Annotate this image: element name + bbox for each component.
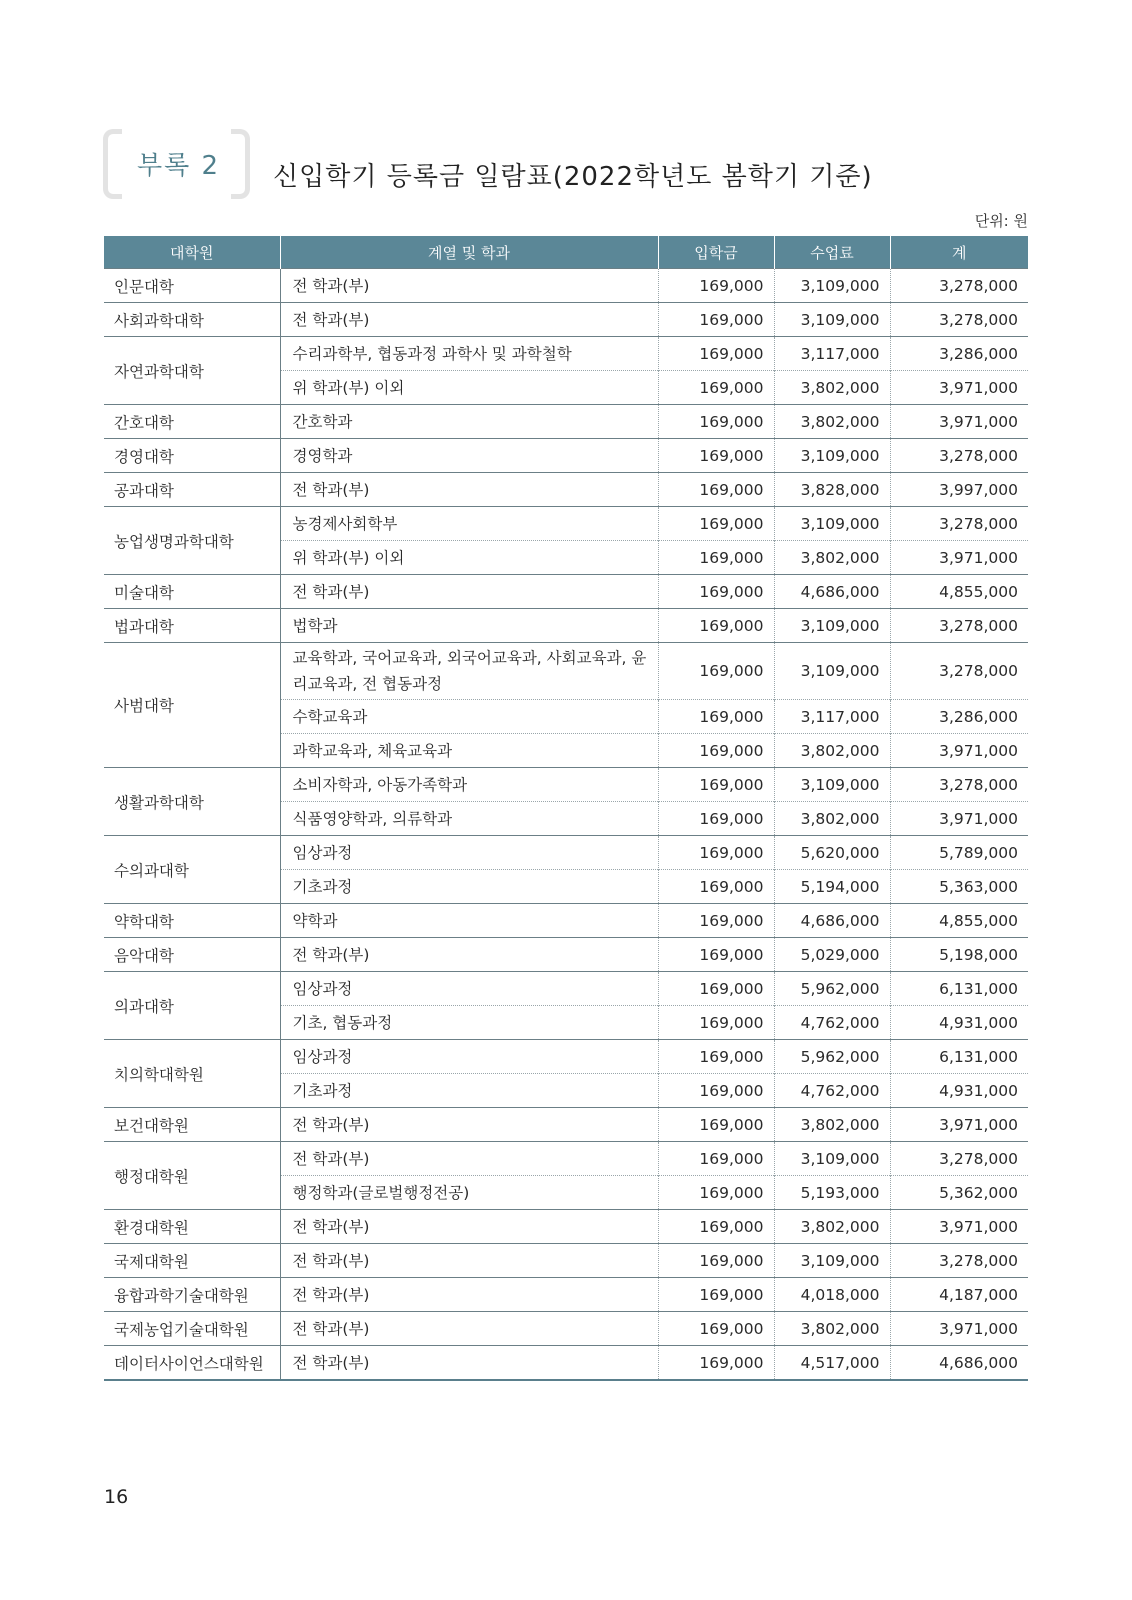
table-row — [104, 1210, 1028, 1244]
department-cell: 경영학과 — [280, 439, 658, 473]
admission-fee-cell: 169,000 — [658, 904, 774, 938]
total-cell: 3,971,000 — [890, 734, 1028, 768]
admission-fee-cell: 169,000 — [658, 1006, 774, 1040]
table-row — [104, 1142, 1028, 1176]
total-cell: 3,278,000 — [890, 768, 1028, 802]
total-cell: 4,187,000 — [890, 1278, 1028, 1312]
tuition-cell: 3,109,000 — [774, 1142, 890, 1176]
college-cell: 음악대학 — [104, 938, 280, 972]
department-cell: 위 학과(부) 이외 — [280, 541, 658, 575]
total-cell: 3,278,000 — [890, 507, 1028, 541]
total-cell: 3,278,000 — [890, 1244, 1028, 1278]
total-cell: 3,278,000 — [890, 643, 1028, 700]
heading-bracket-right — [231, 129, 250, 199]
total-cell: 3,278,000 — [890, 269, 1028, 303]
total-cell: 5,198,000 — [890, 938, 1028, 972]
tuition-cell: 5,194,000 — [774, 870, 890, 904]
department-cell: 농경제사회학부 — [280, 507, 658, 541]
total-cell: 3,971,000 — [890, 1108, 1028, 1142]
total-cell: 3,278,000 — [890, 609, 1028, 643]
college-cell: 공과대학 — [104, 473, 280, 507]
tuition-cell: 3,117,000 — [774, 700, 890, 734]
college-cell: 환경대학원 — [104, 1210, 280, 1244]
admission-fee-cell: 169,000 — [658, 700, 774, 734]
tuition-cell: 5,962,000 — [774, 972, 890, 1006]
admission-fee-cell: 169,000 — [658, 1244, 774, 1278]
department-cell: 임상과정 — [280, 972, 658, 1006]
department-cell: 전 학과(부) — [280, 1278, 658, 1312]
tuition-cell: 3,802,000 — [774, 802, 890, 836]
table-row — [104, 836, 1028, 870]
admission-fee-cell: 169,000 — [658, 303, 774, 337]
tuition-cell: 3,109,000 — [774, 439, 890, 473]
department-cell: 임상과정 — [280, 836, 658, 870]
page-number: 16 — [104, 1486, 129, 1508]
tuition-cell: 3,109,000 — [774, 1244, 890, 1278]
admission-fee-cell: 169,000 — [658, 1278, 774, 1312]
college-cell: 간호대학 — [104, 405, 280, 439]
college-cell: 경영대학 — [104, 439, 280, 473]
total-cell: 3,286,000 — [890, 700, 1028, 734]
tuition-table — [104, 236, 1028, 1381]
total-cell: 3,971,000 — [890, 405, 1028, 439]
header-college: 대학원 — [104, 236, 280, 269]
tuition-cell: 4,686,000 — [774, 904, 890, 938]
admission-fee-cell: 169,000 — [658, 1176, 774, 1210]
department-cell: 식품영양학과, 의류학과 — [280, 802, 658, 836]
total-cell: 3,971,000 — [890, 1210, 1028, 1244]
department-cell: 전 학과(부) — [280, 473, 658, 507]
table-row — [104, 1244, 1028, 1278]
total-cell: 3,971,000 — [890, 371, 1028, 405]
department-cell: 기초, 협동과정 — [280, 1006, 658, 1040]
admission-fee-cell: 169,000 — [658, 1108, 774, 1142]
tuition-cell: 4,018,000 — [774, 1278, 890, 1312]
table-row — [104, 269, 1028, 303]
department-cell: 전 학과(부) — [280, 269, 658, 303]
total-cell: 5,789,000 — [890, 836, 1028, 870]
total-cell: 5,363,000 — [890, 870, 1028, 904]
tuition-cell: 4,517,000 — [774, 1346, 890, 1381]
department-cell: 전 학과(부) — [280, 1210, 658, 1244]
college-cell: 법과대학 — [104, 609, 280, 643]
admission-fee-cell: 169,000 — [658, 734, 774, 768]
tuition-cell: 3,109,000 — [774, 303, 890, 337]
table-row — [104, 1108, 1028, 1142]
tuition-cell: 4,762,000 — [774, 1074, 890, 1108]
table-row — [104, 575, 1028, 609]
total-cell: 5,362,000 — [890, 1176, 1028, 1210]
unit-label: 단위: 원 — [974, 212, 1028, 230]
admission-fee-cell: 169,000 — [658, 269, 774, 303]
department-cell: 전 학과(부) — [280, 1312, 658, 1346]
department-cell: 약학과 — [280, 904, 658, 938]
college-cell: 수의과대학 — [104, 836, 280, 904]
department-cell: 전 학과(부) — [280, 1142, 658, 1176]
college-cell: 인문대학 — [104, 269, 280, 303]
admission-fee-cell: 169,000 — [658, 371, 774, 405]
admission-fee-cell: 169,000 — [658, 768, 774, 802]
college-cell: 자연과학대학 — [104, 337, 280, 405]
department-cell: 소비자학과, 아동가족학과 — [280, 768, 658, 802]
tuition-cell: 3,802,000 — [774, 734, 890, 768]
total-cell: 4,855,000 — [890, 575, 1028, 609]
department-cell: 과학교육과, 체육교육과 — [280, 734, 658, 768]
tuition-cell: 3,109,000 — [774, 643, 890, 700]
appendix-label: 부록 2 — [137, 151, 221, 181]
tuition-cell: 3,802,000 — [774, 1312, 890, 1346]
heading-bracket-left — [103, 129, 122, 199]
total-cell: 3,278,000 — [890, 439, 1028, 473]
department-cell: 수리과학부, 협동과정 과학사 및 과학철학 — [280, 337, 658, 371]
total-cell: 4,931,000 — [890, 1006, 1028, 1040]
department-cell: 임상과정 — [280, 1040, 658, 1074]
admission-fee-cell: 169,000 — [658, 802, 774, 836]
tuition-cell: 5,962,000 — [774, 1040, 890, 1074]
admission-fee-cell: 169,000 — [658, 405, 774, 439]
table-row — [104, 972, 1028, 1006]
admission-fee-cell: 169,000 — [658, 1074, 774, 1108]
total-cell: 3,286,000 — [890, 337, 1028, 371]
table-body — [104, 269, 1028, 1381]
admission-fee-cell: 169,000 — [658, 1040, 774, 1074]
admission-fee-cell: 169,000 — [658, 1312, 774, 1346]
table-row — [104, 938, 1028, 972]
college-cell: 의과대학 — [104, 972, 280, 1040]
admission-fee-cell: 169,000 — [658, 1142, 774, 1176]
department-cell: 기초과정 — [280, 1074, 658, 1108]
tuition-cell: 5,620,000 — [774, 836, 890, 870]
college-cell: 국제대학원 — [104, 1244, 280, 1278]
admission-fee-cell: 169,000 — [658, 938, 774, 972]
tuition-cell: 3,109,000 — [774, 269, 890, 303]
admission-fee-cell: 169,000 — [658, 507, 774, 541]
college-cell: 사회과학대학 — [104, 303, 280, 337]
college-cell: 약학대학 — [104, 904, 280, 938]
admission-fee-cell: 169,000 — [658, 1346, 774, 1381]
college-cell: 보건대학원 — [104, 1108, 280, 1142]
department-cell: 수학교육과 — [280, 700, 658, 734]
department-cell: 기초과정 — [280, 870, 658, 904]
header-tuition: 수업료 — [774, 236, 890, 269]
total-cell: 4,931,000 — [890, 1074, 1028, 1108]
admission-fee-cell: 169,000 — [658, 643, 774, 700]
header-total: 계 — [890, 236, 1028, 269]
table-row — [104, 1278, 1028, 1312]
tuition-cell: 3,802,000 — [774, 371, 890, 405]
admission-fee-cell: 169,000 — [658, 609, 774, 643]
tuition-cell: 5,029,000 — [774, 938, 890, 972]
department-cell: 전 학과(부) — [280, 1244, 658, 1278]
tuition-cell: 3,117,000 — [774, 337, 890, 371]
total-cell: 3,971,000 — [890, 541, 1028, 575]
admission-fee-cell: 169,000 — [658, 541, 774, 575]
department-cell: 행정학과(글로벌행정전공) — [280, 1176, 658, 1210]
department-cell: 전 학과(부) — [280, 1346, 658, 1381]
department-cell: 전 학과(부) — [280, 1108, 658, 1142]
department-cell: 법학과 — [280, 609, 658, 643]
tuition-cell: 3,109,000 — [774, 609, 890, 643]
table-row — [104, 473, 1028, 507]
table-row — [104, 1040, 1028, 1074]
admission-fee-cell: 169,000 — [658, 870, 774, 904]
department-cell: 교육학과, 국어교육과, 외국어교육과, 사회교육과, 윤리교육과, 전 협동과정 — [280, 643, 658, 700]
total-cell: 6,131,000 — [890, 972, 1028, 1006]
college-cell: 치의학대학원 — [104, 1040, 280, 1108]
table-row — [104, 643, 1028, 700]
table-row — [104, 1312, 1028, 1346]
table-row — [104, 904, 1028, 938]
college-cell: 사범대학 — [104, 643, 280, 768]
department-cell: 전 학과(부) — [280, 575, 658, 609]
tuition-cell: 4,686,000 — [774, 575, 890, 609]
tuition-cell: 3,802,000 — [774, 1108, 890, 1142]
header-admission-fee: 입학금 — [658, 236, 774, 269]
college-cell: 행정대학원 — [104, 1142, 280, 1210]
table-header — [104, 236, 1028, 269]
college-cell: 생활과학대학 — [104, 768, 280, 836]
table-row — [104, 303, 1028, 337]
total-cell: 3,971,000 — [890, 1312, 1028, 1346]
admission-fee-cell: 169,000 — [658, 575, 774, 609]
college-cell: 국제농업기술대학원 — [104, 1312, 280, 1346]
tuition-cell: 3,828,000 — [774, 473, 890, 507]
total-cell: 4,855,000 — [890, 904, 1028, 938]
table-row — [104, 439, 1028, 473]
college-cell: 융합과학기술대학원 — [104, 1278, 280, 1312]
tuition-cell: 3,802,000 — [774, 1210, 890, 1244]
total-cell: 3,278,000 — [890, 303, 1028, 337]
table-row — [104, 768, 1028, 802]
admission-fee-cell: 169,000 — [658, 972, 774, 1006]
header-department: 계열 및 학과 — [280, 236, 658, 269]
total-cell: 3,278,000 — [890, 1142, 1028, 1176]
admission-fee-cell: 169,000 — [658, 836, 774, 870]
tuition-cell: 5,193,000 — [774, 1176, 890, 1210]
tuition-cell: 3,109,000 — [774, 507, 890, 541]
total-cell: 3,997,000 — [890, 473, 1028, 507]
table-row — [104, 1346, 1028, 1381]
tuition-cell: 3,802,000 — [774, 405, 890, 439]
college-cell: 미술대학 — [104, 575, 280, 609]
department-cell: 간호학과 — [280, 405, 658, 439]
admission-fee-cell: 169,000 — [658, 337, 774, 371]
admission-fee-cell: 169,000 — [658, 473, 774, 507]
table-row — [104, 405, 1028, 439]
tuition-cell: 4,762,000 — [774, 1006, 890, 1040]
table-row — [104, 609, 1028, 643]
college-cell: 데이터사이언스대학원 — [104, 1346, 280, 1381]
table-row — [104, 337, 1028, 371]
department-cell: 전 학과(부) — [280, 303, 658, 337]
department-cell: 전 학과(부) — [280, 938, 658, 972]
total-cell: 6,131,000 — [890, 1040, 1028, 1074]
department-cell: 위 학과(부) 이외 — [280, 371, 658, 405]
college-cell: 농업생명과학대학 — [104, 507, 280, 575]
admission-fee-cell: 169,000 — [658, 439, 774, 473]
table-row — [104, 507, 1028, 541]
total-cell: 4,686,000 — [890, 1346, 1028, 1381]
admission-fee-cell: 169,000 — [658, 1210, 774, 1244]
page-title: 신입학기 등록금 일람표(2022학년도 봄학기 기준) — [273, 162, 873, 192]
tuition-cell: 3,802,000 — [774, 541, 890, 575]
total-cell: 3,971,000 — [890, 802, 1028, 836]
tuition-cell: 3,109,000 — [774, 768, 890, 802]
